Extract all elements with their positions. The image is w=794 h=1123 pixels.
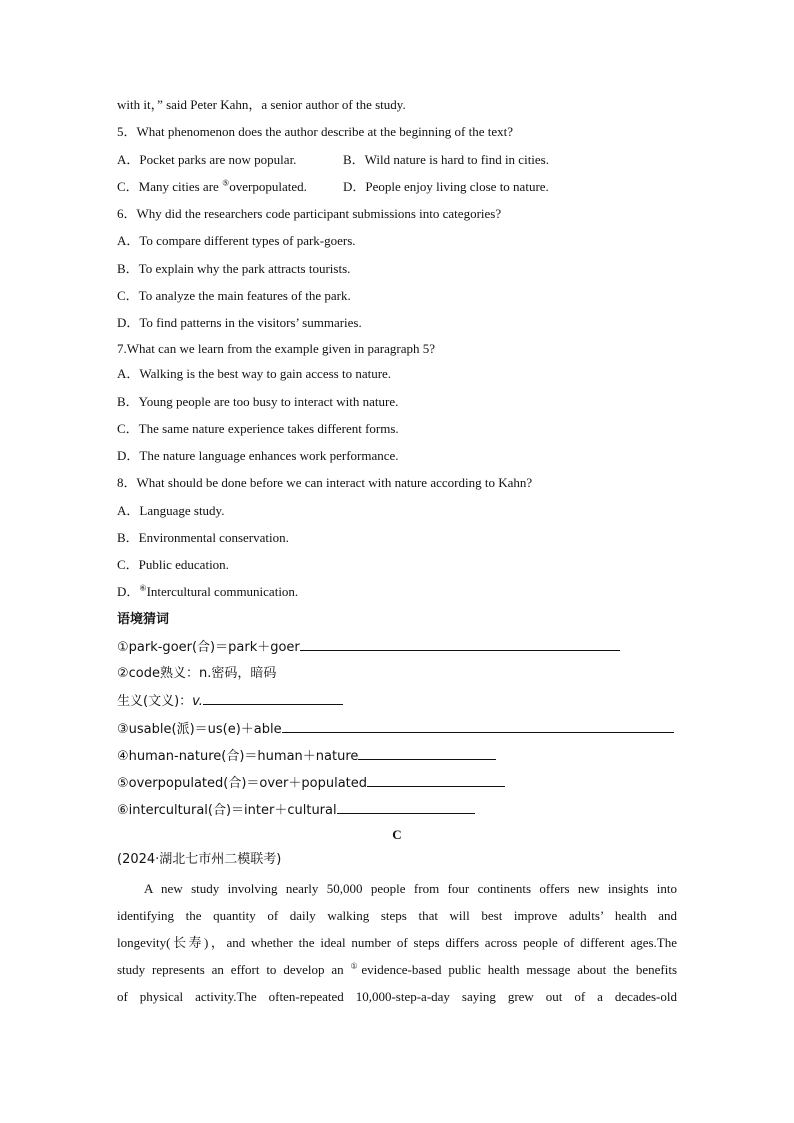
option-text: D． [117, 584, 140, 599]
option-text: C．Many cities are [117, 179, 223, 194]
vocab-text: ④human-nature(合)＝human＋nature [117, 749, 359, 764]
vocab-text: ③usable(派)＝us(e)＋able [117, 722, 282, 737]
footnote-mark: ① [350, 961, 362, 971]
question-5-option-d: D．People enjoy living close to nature. [343, 179, 549, 194]
question-8-stem: 8．What should be done before we can interact with nature according to Kahn? [117, 475, 533, 490]
question-6-option-b: B．To explain why the park attracts tourists. [117, 261, 351, 276]
option-text: overpopulated. [229, 179, 307, 194]
question-6-option-c: C．To analyze the main features of the park. [117, 288, 351, 303]
vocab-item-5 [117, 774, 505, 793]
vocab-item-2b [117, 692, 343, 711]
vocab-item-1 [117, 638, 620, 657]
answer-blank[interactable] [203, 692, 343, 705]
question-5-option-b: B．Wild nature is hard to find in cities. [343, 152, 549, 167]
question-6-option-a: A．To compare different types of park-goers. [117, 233, 356, 248]
section-letter: C [392, 827, 402, 842]
passage-paragraph [117, 875, 677, 1010]
passage-line: A new study involving nearly 50,000 people from four continents offers new insights into [144, 881, 677, 896]
vocab-item-2: ②code熟义：n.密码，暗码 [117, 666, 277, 681]
footnote-mark: ⑥ [139, 583, 147, 593]
vocab-heading: 语境猜词 [117, 612, 170, 627]
section-source: (2024·湖北七市州二模联考) [117, 852, 282, 867]
passage-text: study represents an effort to develop an [117, 962, 351, 977]
question-6-stem: 6．Why did the researchers code participant submissions into categories? [117, 206, 502, 221]
question-8-option-a: A．Language study. [117, 503, 225, 518]
question-7-option-c: C．The same nature experience takes different forms. [117, 421, 399, 436]
question-7-stem: 7.What can we learn from the example given in paragraph 5? [117, 341, 435, 356]
question-7-option-a: A．Walking is the best way to gain access to nature. [117, 366, 392, 381]
answer-blank[interactable] [300, 638, 620, 651]
vocab-text: ⑥intercultural(合)＝inter＋cultural [117, 803, 337, 818]
question-6-option-d: D．To find patterns in the visitors’ summaries. [117, 315, 362, 330]
passage-line: longevity(长寿)，and whether the ideal number of steps differs across people of different ages.The [117, 935, 677, 950]
passage-line [117, 956, 677, 983]
answer-blank[interactable] [358, 747, 496, 760]
question-8-option-b: B．Environmental conservation. [117, 530, 289, 545]
question-8-option-d [117, 583, 298, 601]
question-7-option-d: D．The nature language enhances work performance. [117, 448, 399, 463]
vocab-text: ①park-goer(合)＝park＋goer [117, 640, 300, 655]
question-8-option-c: C．Public education. [117, 557, 229, 572]
answer-blank[interactable] [367, 774, 505, 787]
passage-line: identifying the quantity of daily walking steps that will best improve adults’ health and [117, 908, 677, 923]
passage-text: evidence-based public health message about the benefits [361, 962, 678, 977]
vocab-pos: v. [192, 694, 203, 709]
vocab-item-3 [117, 720, 674, 739]
vocab-text: 生义(文义)： [117, 694, 193, 709]
question-7-option-b: B．Young people are too busy to interact with nature. [117, 394, 399, 409]
option-text: Intercultural communication. [146, 584, 299, 599]
passage-line: of physical activity.The often-repeated 10,000-step-a-day saying grew out of a decades-old [117, 989, 677, 1004]
footnote-mark: ⑤ [222, 178, 230, 188]
question-5-option-c [117, 178, 307, 196]
question-5-option-a: A．Pocket parks are now popular. [117, 152, 297, 167]
vocab-text: ⑤overpopulated(合)＝over＋populated [117, 776, 368, 791]
answer-blank[interactable] [337, 801, 475, 814]
question-5-stem: 5．What phenomenon does the author describe at the beginning of the text? [117, 124, 514, 139]
vocab-item-6 [117, 801, 475, 820]
quote-line: with it，” said Peter Kahn，a senior author of the study. [117, 97, 406, 112]
vocab-item-4 [117, 747, 496, 766]
answer-blank[interactable] [282, 720, 674, 733]
